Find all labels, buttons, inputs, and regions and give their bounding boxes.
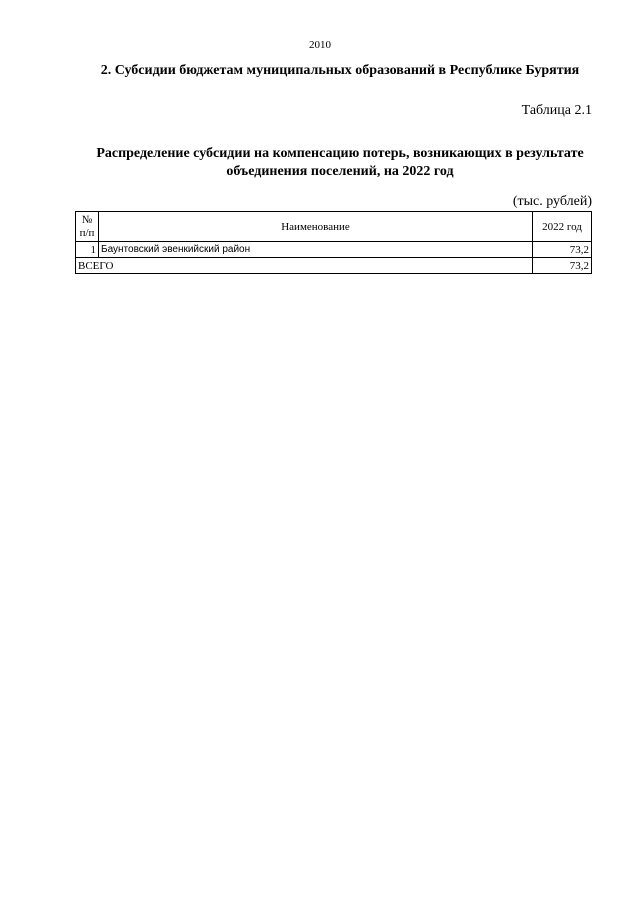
total-value: 73,2: [533, 258, 592, 274]
row-value: 73,2: [533, 242, 592, 258]
subsidy-table: [75, 211, 592, 274]
total-label: ВСЕГО: [76, 258, 533, 274]
units-label: (тыс. рублей): [512, 194, 592, 209]
row-number: 1: [76, 242, 99, 258]
header-number-abbrev: п/п: [79, 226, 95, 239]
table-header-row: [76, 212, 592, 242]
header-number-symbol: №: [81, 213, 93, 226]
page-number: 2010: [309, 39, 331, 51]
row-name: Баунтовский эвенкийский район: [99, 242, 533, 258]
header-year: 2022 год: [533, 212, 592, 242]
section-title: 2. Субсидии бюджетам муниципальных образований в Республике Бурятия: [100, 63, 580, 78]
table-row: [76, 242, 592, 258]
table-title: Распределение субсидии на компенсацию потерь, возникающих в результате объединения поселений, на 2022 год: [96, 146, 584, 179]
total-row: [76, 258, 592, 274]
header-name: Наименование: [99, 212, 533, 242]
table-number: Таблица 2.1: [521, 103, 592, 118]
header-number: [76, 212, 99, 242]
